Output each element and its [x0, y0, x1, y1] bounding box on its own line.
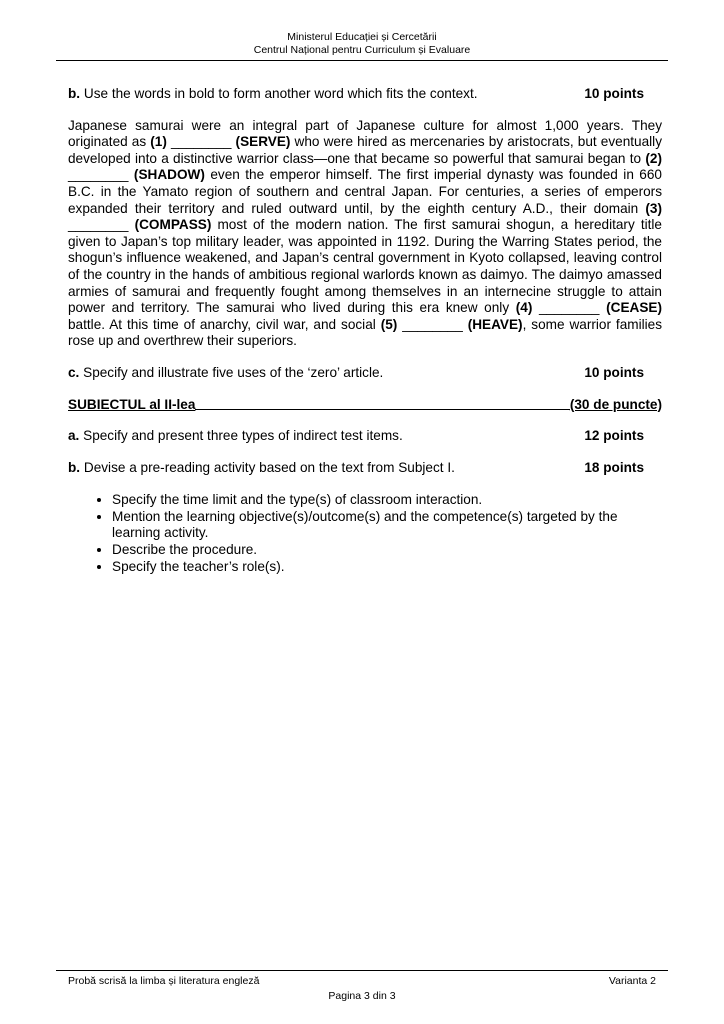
gap-word: (SHADOW) — [133, 167, 205, 183]
gap-word: (COMPASS) — [134, 217, 212, 233]
page-header — [0, 31, 724, 57]
task-instruction: Use the words in bold to form another word which fits the context. — [83, 86, 478, 101]
task-instruction: Specify and present three types of indirect test items. — [83, 428, 403, 444]
subject-title: SUBIECTUL al II-lea — [68, 396, 196, 412]
list-item: • Specify the time limit and the type(s) of classroom interaction. — [112, 492, 662, 509]
task-points: 18 points — [584, 459, 644, 475]
header-divider — [56, 60, 668, 61]
page-number: Pagina 3 din 3 — [328, 990, 396, 1002]
gap-word: (SERVE) — [235, 134, 291, 150]
task-label: b. — [68, 86, 81, 101]
task-a-subject2 — [68, 428, 662, 445]
task-instruction: Specify and illustrate five uses of the ‘zero’ article. — [83, 364, 384, 380]
samurai-passage: Japanese samurai were an integral part of Japanese culture for almost 1,000 years. They originated as (1) ________ (SERVE) who were hired as mercenaries by aristocrats, but eventually developed into a distinctive warrior class—one that became so powerful that samurai began to (2) ________ (SHADOW) even the emperor himself. The first imperial dynasty was founded in 660 B.C. in the Yamato region of southern and central Japan. For centuries, a series of emperors expanded their territory and ruled outward until, by the eighth century A.D., their domain (3) ________ (COMPASS) most of the modern nation. The first samurai shogun, a hereditary title given to Japan’s top military leader, was appointed in 1192. During the Warring States period, the shogun’s influence weakened, and Japan’s central government in Kyoto collapsed, leaving control of the country in the hands of ambitious regional warlords known as daimyo. The daimyo amassed armies of samurai and frequently fought among themselves in an internecine struggle to attain power and territory. The samurai who lived during this era knew only (4) ________ (CEASE) battle. At this time of anarchy, civil war, and social (5) ________ (HEAVE), some warrior families rose up and overthrew their superiors. — [68, 117, 662, 349]
gap-blank: ________ — [532, 300, 607, 316]
gap-blank: ________ — [68, 217, 135, 233]
task-b-subject1 — [68, 86, 662, 103]
task-instruction: Devise a pre-reading activity based on the text from Subject I. — [83, 459, 455, 475]
gap-number: (1) — [150, 134, 167, 150]
gap-number: (3) — [645, 200, 662, 216]
task-points: 10 points — [584, 364, 644, 380]
footer-exam-name: Probă scrisă la limba și literatura engleză — [68, 975, 260, 987]
requirements-list — [68, 492, 662, 575]
header-center: Centrul Național pentru Curriculum și Evaluare — [253, 44, 471, 56]
task-b-subject2 — [68, 460, 662, 477]
gap-word: (CEASE) — [606, 300, 662, 316]
footer-divider — [56, 970, 668, 971]
gap-blank: ________ — [68, 167, 134, 183]
gap-number: (4) — [515, 300, 533, 316]
task-c-subject1 — [68, 365, 662, 382]
subject-points: (30 de puncte) — [569, 396, 662, 412]
gap-number: (2) — [645, 150, 662, 166]
task-label: c. — [68, 364, 80, 380]
gap-number: (5) — [380, 316, 398, 332]
gap-blank: ________ — [397, 316, 468, 332]
list-item: • Mention the learning objective(s)/outcome(s) and the competence(s) targeted by the learning activity. — [112, 509, 662, 542]
document-body — [68, 86, 662, 575]
list-item: • Specify the teacher’s role(s). — [112, 559, 662, 576]
list-item: • Describe the procedure. — [112, 542, 662, 559]
task-label: a. — [68, 428, 80, 444]
gap-word: (HEAVE) — [467, 316, 523, 332]
task-points: 10 points — [584, 86, 644, 101]
header-ministry: Ministerul Educației și Cercetării — [287, 31, 437, 43]
gap-blank: ________ — [166, 134, 236, 150]
task-points: 12 points — [584, 428, 644, 444]
footer-variant: Varianta 2 — [608, 975, 656, 987]
task-label: b. — [68, 459, 81, 475]
subject-2-heading — [68, 397, 662, 414]
heading-underline — [195, 397, 569, 411]
page-footer — [68, 975, 656, 987]
